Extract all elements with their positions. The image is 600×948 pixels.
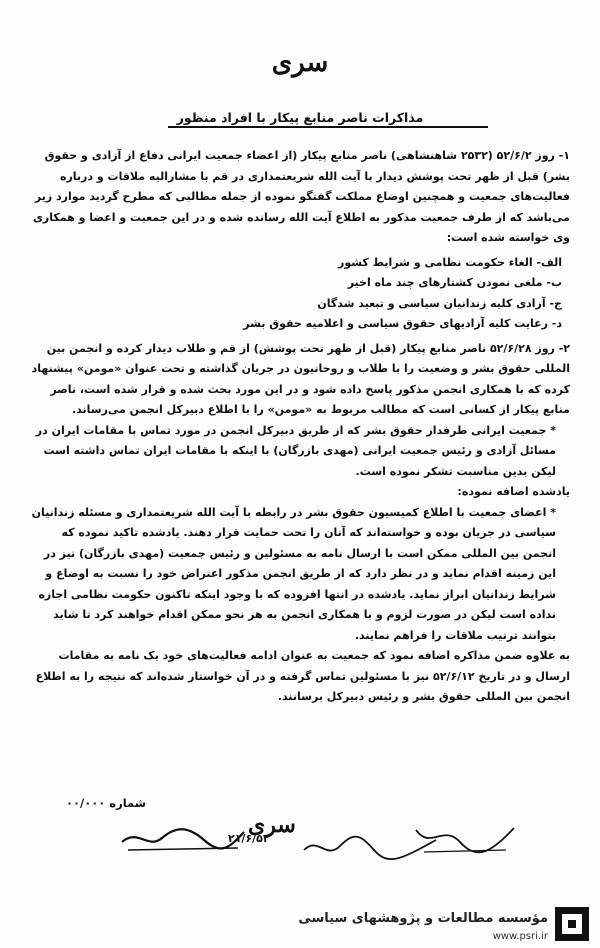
paragraph-2: ۲- روز ۵۲/۶/۲۸ ناصر منابع پیکار (قبل از ظهر تحت پوشش) از قم و طلاب دیدار کرده و انجمن بین المللی حقوق بشر و وضعیت را با طلاب و روحانیون در جریان گذاشته و تحت عنوان «مومن» پیشنهاد کرده که با همکاری انجمن مذکور پاسخ داده شود و در این مورد بحث شده و قرار شده است، ناصر منابع پیکار از کسانی است که مطالب مربوط به «مومن» را با اطلاع دبیرکل انجمن می‌رساند. xyxy=(31,341,570,416)
classification-footer: سری xyxy=(248,812,296,838)
paragraph-4: یادشده اضافه نموده: xyxy=(457,485,570,498)
list-item-jim: ج- آزادی کلیه زندانیان سیاسی و تبعید شدگان xyxy=(317,296,562,310)
paragraph-6: به علاوه ضمن مذاکره اضافه نمود که جمعیت به عنوان ادامه فعالیت‌های خود یک نامه به مقامات ارسال و در تاریخ ۵۲/۶/۱۲ نیز با مسئولین تماس گرفته و در آن خواستار شده‌اند که نتیجه را به اطلاع انجمن بین المللی حقوق بشر و رئیس دبیرکل برسانند. xyxy=(35,649,570,703)
document-body xyxy=(30,146,570,708)
paragraph-1: ۱- روز ۵۲/۶/۲ (۲۵۳۲ شاهنشاهی) ناصر منابع پیکار (از اعضاء جمعیت ایرانی دفاع از آزادی و حقوق بشر) قبل از ظهر تحت پوشش دیدار با آیت الله شریعتمداری در قم با مشارالیه ملاقات و درباره فعالیت‌های جمعیت و همچنین اوضاع مملکت گفتگو نموده از جمله مطالبی که مطرح گردید موارد زیر می‌باشد که از طرف جمعیت مذکور به اطلاع آیت الله رسانده شده و در این جمعیت و اعضا و همکاری وی خواسته شده است: xyxy=(32,149,570,244)
subject-underline xyxy=(168,126,488,128)
organization-url: www.psri.ir xyxy=(492,931,548,942)
paragraph-3: * جمعیت ایرانی طرفدار حقوق بشر که از طریق دبیرکل انجمن در مورد تماس با مقامات ایران در مسائل آزادی و رئیس جمعیت ایرانی (مهدی بازرگان) با اینکه با مقامات ایران تماس داشته است لیکن بدین مناسبت تشکر نموده است. xyxy=(35,423,556,478)
footer-watermark xyxy=(0,900,600,948)
list-item-be: ب- ملغی نمودن کشتارهای چند ماه اخیر xyxy=(347,276,562,289)
document-number: شماره ۰۰/۰۰۰ xyxy=(66,796,147,810)
list-item-dal: د- رعایت کلیه آزادیهای حقوق سیاسی و اعلامیه حقوق بشر xyxy=(243,317,562,330)
organization-name: مؤسسه مطالعات و پژوهشهای سیاسی xyxy=(298,911,548,926)
list-item-alef: الف- الغاء حکومت نظامی و شرایط کشور xyxy=(338,255,562,269)
organization-logo-icon xyxy=(554,906,590,942)
handwritten-signature-right xyxy=(410,820,520,860)
document-subject: مذاکرات ناصر منابع پیکار با افراد منظور xyxy=(176,110,424,125)
classification-header: سری xyxy=(271,48,329,78)
paragraph-5: * اعضای جمعیت با اطلاع کمیسیون حقوق بشر در رابطه با آیت الله شریعتمداری و مسئله زندانیان سیاسی در جریان بوده و خواسته‌اند که آنان را تحت حمایت قرار دهند. یادشده تاکید نموده که انجمن بین المللی ممکن است با ارسال نامه به مسئولین و رئیس جمعیت (مهدی بازرگان) نیز در این زمینه اقدام نماید و در نظر دارد که از طریق انجمن مذکور اعتراض خود را نسبت به اوضاع و شرایط زندانیان ابراز نماید. یادشده در انتها افزوده که با وجود اینکه تاکنون حکومت نظامی اجازه نداده است لیکن در صورت لزوم و با همکاری انجمن به هر نحو ممکن اقدام خواهند کرد تا شاید بتوانند ترتیب ملاقات را فراهم نمایند. xyxy=(31,505,556,642)
handwritten-date: ۲۱/۶/۵۲ xyxy=(228,832,270,845)
